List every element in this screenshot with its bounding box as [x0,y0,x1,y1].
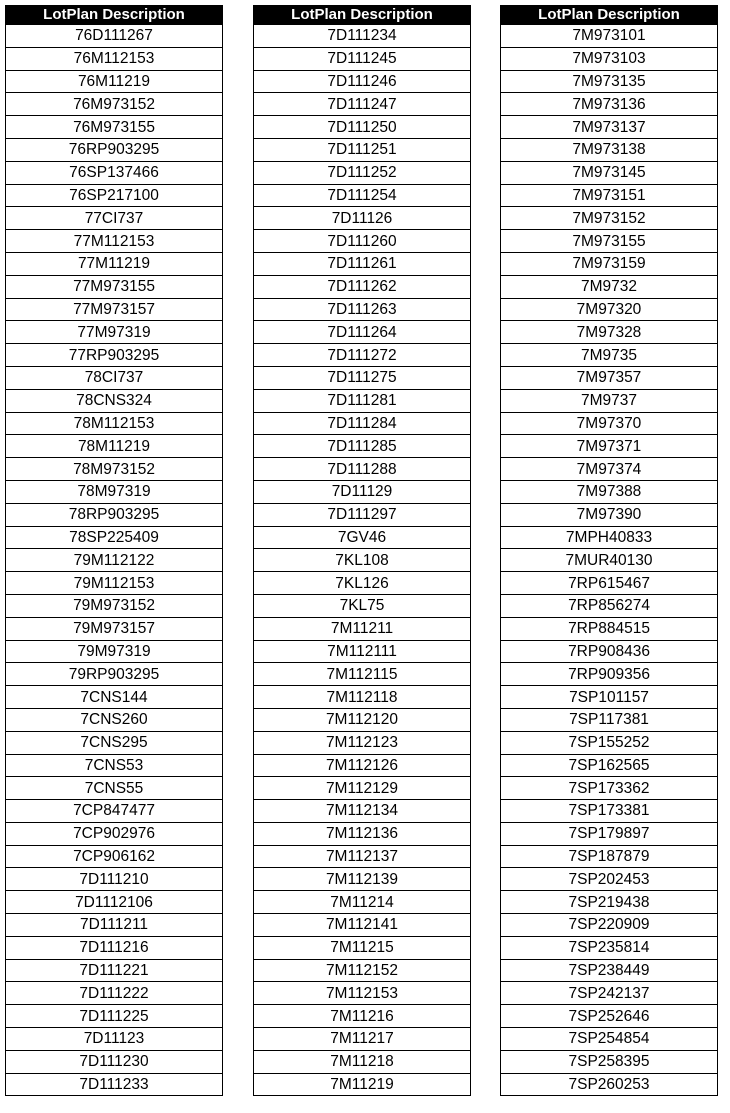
table-row [501,161,718,184]
table-row [501,1028,718,1051]
lotplan-cell: 7D111275 [254,366,471,389]
table-row [6,594,223,617]
lotplan-cell: 7M973135 [501,70,718,93]
lotplan-cell: 76M973152 [6,93,223,116]
lotplan-cell: 7M9732 [501,275,718,298]
table-row [6,959,223,982]
table-row [6,435,223,458]
lotplan-cell: 7D111233 [6,1073,223,1096]
table-row [6,25,223,48]
table-row [501,936,718,959]
table-row [501,594,718,617]
lotplan-cell: 7M112126 [254,754,471,777]
table-row [254,1005,471,1028]
lotplan-cell: 7M97390 [501,503,718,526]
table-row [501,1005,718,1028]
lotplan-cell: 7D111281 [254,389,471,412]
lotplan-cell: 77M97319 [6,321,223,344]
lotplan-cell: 7CNS55 [6,777,223,800]
table-row [501,93,718,116]
lotplan-cell: 7D111288 [254,458,471,481]
lotplan-cell: 7D111260 [254,230,471,253]
lotplan-cell: 7SP155252 [501,731,718,754]
table-row [501,1050,718,1073]
lotplan-cell: 7M112141 [254,914,471,937]
table-row [6,1005,223,1028]
lotplan-cell: 77M973157 [6,298,223,321]
column-header: LotPlan Description [254,6,471,25]
table-row [254,594,471,617]
table-row [501,822,718,845]
lotplan-cell: 78CI737 [6,366,223,389]
lotplan-cell: 7SP252646 [501,1005,718,1028]
table-row [254,982,471,1005]
table-row [501,572,718,595]
lotplan-cell: 7D111222 [6,982,223,1005]
table-row [6,47,223,70]
lotplan-cell: 7M9737 [501,389,718,412]
table-row [501,366,718,389]
lotplan-cell: 7M112134 [254,800,471,823]
table-row [254,138,471,161]
table-row [501,25,718,48]
table-row [501,321,718,344]
table-row [6,344,223,367]
table-row [254,754,471,777]
table-row [501,116,718,139]
lotplan-cell: 7D111285 [254,435,471,458]
table-row [501,549,718,572]
table-row [6,1050,223,1073]
table-row [501,914,718,937]
lotplan-cell: 7SP219438 [501,891,718,914]
lotplan-cell: 7M973152 [501,207,718,230]
table-row [254,526,471,549]
lotplan-cell: 7M112115 [254,663,471,686]
lotplan-cell: 77RP903295 [6,344,223,367]
table-row [501,230,718,253]
column-header: LotPlan Description [6,6,223,25]
lotplan-cell: 7RP909356 [501,663,718,686]
lotplan-cell: 7SP101157 [501,686,718,709]
lotplan-cell: 7M112120 [254,708,471,731]
table-row [6,252,223,275]
table-row [6,936,223,959]
lotplan-cell: 78RP903295 [6,503,223,526]
lotplan-cell: 7SP220909 [501,914,718,937]
lotplan-cell: 7SP202453 [501,868,718,891]
table-row [501,959,718,982]
table-row [6,914,223,937]
lotplan-cell: 76SP137466 [6,161,223,184]
table-row [6,777,223,800]
table-row [6,70,223,93]
table-row [6,412,223,435]
lotplan-cell: 7GV46 [254,526,471,549]
table-row [501,754,718,777]
table-body [254,25,471,1096]
lotplan-cell: 78SP225409 [6,526,223,549]
table-row [501,617,718,640]
lotplan-cell: 7D11129 [254,480,471,503]
table-row [254,458,471,481]
table-row [6,982,223,1005]
table-row [254,252,471,275]
lotplan-cell: 79M973157 [6,617,223,640]
table-row [6,93,223,116]
lotplan-cell: 7SP242137 [501,982,718,1005]
table-row [501,207,718,230]
lotplan-cell: 7CNS144 [6,686,223,709]
table-row [6,161,223,184]
lotplan-cell: 7M97320 [501,298,718,321]
lotplan-cell: 7D11123 [6,1028,223,1051]
lotplan-cell: 7CP902976 [6,822,223,845]
table-row [254,572,471,595]
lotplan-cell: 7D111216 [6,936,223,959]
lotplan-cell: 7D111297 [254,503,471,526]
table-row [6,708,223,731]
table-row [254,70,471,93]
table-row [501,70,718,93]
table-row [6,845,223,868]
table-row [254,1050,471,1073]
table-row [6,822,223,845]
table-row [501,503,718,526]
lotplan-cell: 7D111284 [254,412,471,435]
table-row [501,868,718,891]
table-body [6,25,223,1096]
lotplan-cell: 7CP906162 [6,845,223,868]
lotplan-cell: 76M112153 [6,47,223,70]
table-row [254,845,471,868]
table-row [501,663,718,686]
table-row [6,458,223,481]
lotplan-cell: 7M112129 [254,777,471,800]
lotplan-cell: 7SP179897 [501,822,718,845]
lotplan-cell: 76M973155 [6,116,223,139]
lotplan-cell: 76M11219 [6,70,223,93]
lotplan-cell: 7M11211 [254,617,471,640]
lotplan-cell: 7D111230 [6,1050,223,1073]
lotplan-cell: 7M112152 [254,959,471,982]
lotplan-cell: 79M973152 [6,594,223,617]
table-row [254,936,471,959]
lotplan-cell: 7SP173381 [501,800,718,823]
table-row [501,777,718,800]
lotplan-cell: 7SP238449 [501,959,718,982]
table-row [6,116,223,139]
table-row [6,184,223,207]
lotplan-cell: 7M97357 [501,366,718,389]
lotplan-cell: 7D111272 [254,344,471,367]
lotplan-cell: 7SP187879 [501,845,718,868]
table-row [254,321,471,344]
table-row [254,298,471,321]
table-row [501,138,718,161]
table-row [6,298,223,321]
lotplan-cell: 7M973145 [501,161,718,184]
header-row [254,6,471,25]
table-row [6,207,223,230]
lotplan-cell: 7RP884515 [501,617,718,640]
lotplan-cell: 7D111247 [254,93,471,116]
lotplan-cell: 77CI737 [6,207,223,230]
column-header: LotPlan Description [501,6,718,25]
table-row [254,389,471,412]
table-row [6,366,223,389]
lotplan-cell: 76SP217100 [6,184,223,207]
lotplan-cell: 7CNS260 [6,708,223,731]
lotplan-cell: 7M112136 [254,822,471,845]
table-row [6,549,223,572]
table-row [6,138,223,161]
table-row [254,868,471,891]
lotplan-cell: 7D111211 [6,914,223,937]
lotplan-cell: 7M973151 [501,184,718,207]
lotplan-cell: 7D111250 [254,116,471,139]
lotplan-cell: 77M973155 [6,275,223,298]
lotplan-cell: 7D111263 [254,298,471,321]
lotplan-cell: 7M11219 [254,1073,471,1096]
lotplan-cell: 7D111225 [6,1005,223,1028]
table-row [501,389,718,412]
table-row [501,458,718,481]
lotplan-cell: 7M97328 [501,321,718,344]
lotplan-cell: 7M973155 [501,230,718,253]
lotplan-cell: 7D111254 [254,184,471,207]
lotplan-cell: 7M9735 [501,344,718,367]
table-row [6,640,223,663]
table-row [254,25,471,48]
lotplan-cell: 7M112153 [254,982,471,1005]
lotplan-cell: 7D111262 [254,275,471,298]
lotplan-cell: 7D111246 [254,70,471,93]
lotplan-cell: 7M112118 [254,686,471,709]
table-row [6,891,223,914]
table-row [501,1073,718,1096]
lotplan-cell: 7M112137 [254,845,471,868]
lotplan-cell: 7D111251 [254,138,471,161]
lotplan-table-2 [253,5,471,1096]
table-row [254,230,471,253]
lotplan-cell: 7CNS53 [6,754,223,777]
lotplan-cell: 78M97319 [6,480,223,503]
lotplan-cell: 79M112153 [6,572,223,595]
table-row [501,298,718,321]
table-row [254,914,471,937]
header-row [501,6,718,25]
table-row [501,412,718,435]
table-row [501,435,718,458]
lotplan-cell: 7RP615467 [501,572,718,595]
lotplan-cell: 78M112153 [6,412,223,435]
table-row [6,230,223,253]
table-row [6,868,223,891]
table-row [254,777,471,800]
lotplan-cell: 76RP903295 [6,138,223,161]
table-row [254,686,471,709]
table-row [501,526,718,549]
table-row [254,435,471,458]
table-row [254,1073,471,1096]
table-row [501,686,718,709]
lotplan-cell: 7M112111 [254,640,471,663]
table-row [254,640,471,663]
lotplan-cell: 7D111261 [254,252,471,275]
table-row [6,275,223,298]
lotplan-cell: 7M97371 [501,435,718,458]
lotplan-cell: 7RP908436 [501,640,718,663]
table-row [501,845,718,868]
table-row [6,1073,223,1096]
lotplan-cell: 7M11215 [254,936,471,959]
lotplan-cell: 7M11214 [254,891,471,914]
lotplan-cell: 76D111267 [6,25,223,48]
table-row [254,184,471,207]
table-row [254,116,471,139]
lotplan-cell: 7RP856274 [501,594,718,617]
lotplan-cell: 7D1112106 [6,891,223,914]
lotplan-cell: 7D111252 [254,161,471,184]
lotplan-cell: 7SP173362 [501,777,718,800]
lotplan-cell: 7D111210 [6,868,223,891]
table-row [501,982,718,1005]
lotplan-cell: 7M97388 [501,480,718,503]
lotplan-cell: 7SP258395 [501,1050,718,1073]
lotplan-cell: 7M973101 [501,25,718,48]
lotplan-cell: 7M11216 [254,1005,471,1028]
table-row [6,526,223,549]
lotplan-cell: 79M97319 [6,640,223,663]
table-body [501,25,718,1096]
table-row [6,572,223,595]
table-row [254,663,471,686]
lotplan-cell: 79M112122 [6,549,223,572]
table-row [6,389,223,412]
table-row [501,275,718,298]
table-row [254,207,471,230]
table-row [6,663,223,686]
table-row [254,891,471,914]
lotplan-cell: 7M112123 [254,731,471,754]
lotplan-cell: 7MUR40130 [501,549,718,572]
table-row [254,344,471,367]
table-row [6,617,223,640]
table-row [254,549,471,572]
table-row [6,321,223,344]
lotplan-cell: 78M973152 [6,458,223,481]
lotplan-cell: 7D11126 [254,207,471,230]
table-row [254,617,471,640]
lotplan-cell: 79RP903295 [6,663,223,686]
lotplan-cell: 7M97370 [501,412,718,435]
table-row [254,480,471,503]
table-row [254,800,471,823]
lotplan-cell: 7D111264 [254,321,471,344]
table-row [254,275,471,298]
table-row [6,503,223,526]
lotplan-cell: 77M112153 [6,230,223,253]
table-row [501,640,718,663]
lotplan-cell: 78CNS324 [6,389,223,412]
table-row [501,344,718,367]
table-row [501,800,718,823]
lotplan-cell: 7CP847477 [6,800,223,823]
lotplan-cell: 7M973136 [501,93,718,116]
table-row [254,959,471,982]
lotplan-cell: 7M973103 [501,47,718,70]
lotplan-cell: 7KL108 [254,549,471,572]
header-row [6,6,223,25]
lotplan-cell: 7D111221 [6,959,223,982]
lotplan-cell: 7M112139 [254,868,471,891]
table-row [501,184,718,207]
table-row [501,731,718,754]
table-row [6,1028,223,1051]
table-row [254,731,471,754]
lotplan-cell: 77M11219 [6,252,223,275]
table-row [6,731,223,754]
table-row [6,686,223,709]
lotplan-cell: 78M11219 [6,435,223,458]
table-row [254,1028,471,1051]
lotplan-cell: 7SP260253 [501,1073,718,1096]
lotplan-cell: 7KL75 [254,594,471,617]
table-row [501,708,718,731]
table-row [254,93,471,116]
lotplan-cell: 7SP162565 [501,754,718,777]
lotplan-cell: 7SP235814 [501,936,718,959]
lotplan-cell: 7M973159 [501,252,718,275]
table-row [254,503,471,526]
lotplan-cell: 7D111234 [254,25,471,48]
table-row [501,252,718,275]
lotplan-cell: 7M973137 [501,116,718,139]
lotplan-cell: 7M97374 [501,458,718,481]
lotplan-cell: 7CNS295 [6,731,223,754]
lotplan-cell: 7M11218 [254,1050,471,1073]
table-row [501,480,718,503]
table-row [254,412,471,435]
table-row [254,822,471,845]
table-row [6,800,223,823]
table-row [254,161,471,184]
lotplan-cell: 7M11217 [254,1028,471,1051]
table-row [254,708,471,731]
lotplan-cell: 7MPH40833 [501,526,718,549]
table-row [254,366,471,389]
table-row [501,47,718,70]
lotplan-table-1 [5,5,223,1096]
lotplan-cell: 7M973138 [501,138,718,161]
lotplan-cell: 7D111245 [254,47,471,70]
table-row [6,754,223,777]
lotplan-table-3 [500,5,718,1096]
lotplan-cell: 7SP117381 [501,708,718,731]
table-row [501,891,718,914]
table-row [6,480,223,503]
lotplan-cell: 7SP254854 [501,1028,718,1051]
lotplan-cell: 7KL126 [254,572,471,595]
table-row [254,47,471,70]
